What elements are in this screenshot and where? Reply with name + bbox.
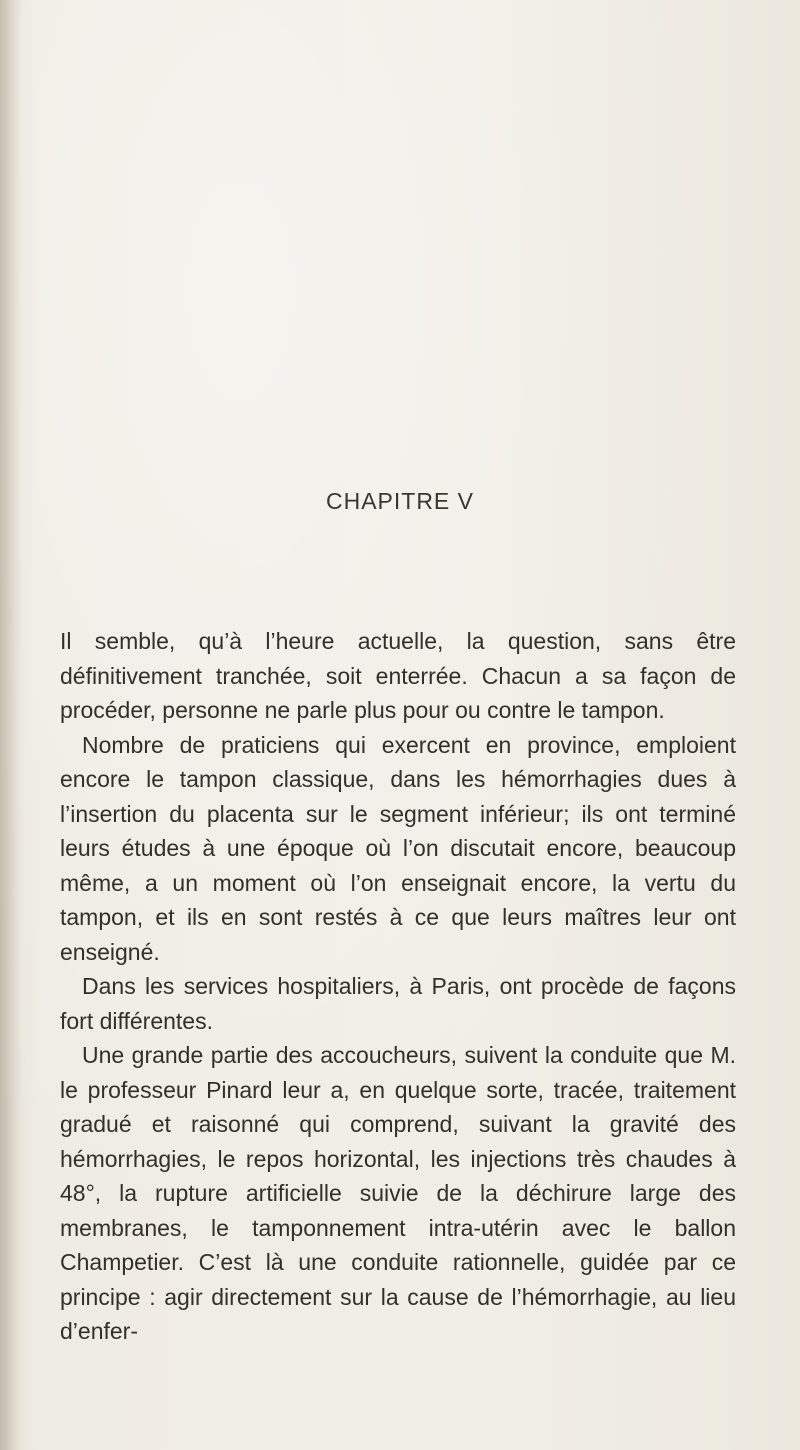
chapter-heading: CHAPITRE V — [325, 488, 475, 514]
paragraph-2: Nombre de praticiens qui exercent en province, emploient encore le tampon classique, dans les hémorrhagies dues à l’insertion du placenta sur le segment inférieur; ils ont terminé leurs études à une époque où l’on discutait encore, beaucoup même, a un moment où l’on enseignait encore, la vertu du tampon, et ils en sont restés à ce que leurs maîtres leur ont enseigné. — [60, 731, 736, 965]
paragraph-4: Une grande partie des accoucheurs, suivent la conduite que M. le professeur Pinard leur a, en quelque sorte, tracée, traitement gradué et raisonné qui comprend, suivant la gravité des hémorrhagies, le repos horizontal, les injections très chaudes à 48°, la rupture artificielle suivie de la déchirure large des membranes, le tamponnement intra-utérin avec le ballon Champetier. C’est là une conduite rationnelle, guidée par ce principe : agir directement sur la cause de l’hémorrhagie, au lieu d’enfer- — [60, 1042, 736, 1344]
chapter-body — [60, 624, 736, 1349]
page-gutter-shadow — [0, 0, 22, 1450]
paragraph-3: Dans les services hospitaliers, à Paris, ont procède de façons fort différentes. — [60, 973, 736, 1034]
paragraph-1: Il semble, qu’à l’heure actuelle, la question, sans être définitivement tranchée, soit enterrée. Chacun a sa façon de procéder, personne ne parle plus pour ou contre le tampon. — [60, 628, 736, 723]
